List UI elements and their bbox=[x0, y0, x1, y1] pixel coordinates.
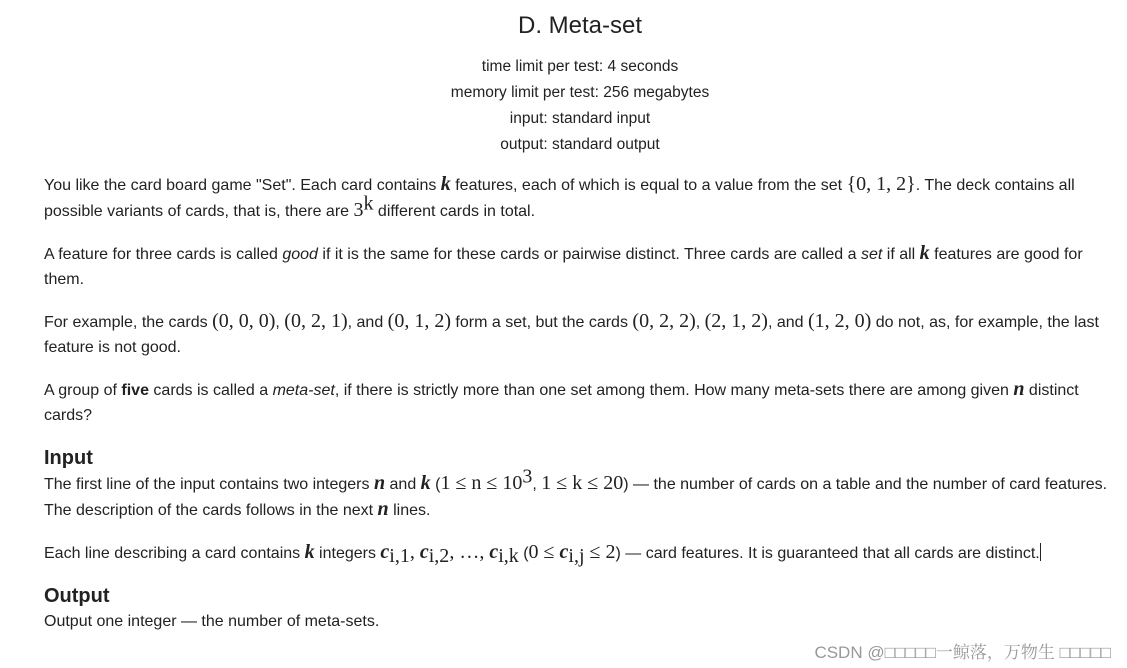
math-expression: , …, bbox=[449, 541, 490, 563]
math-expression: n bbox=[377, 498, 389, 520]
text-segment: form a set, but the cards bbox=[450, 314, 633, 331]
text-segment: ) — the number of cards on a table and the number of card features. The description of the cards follows in the next bbox=[44, 476, 1108, 519]
paragraph bbox=[44, 172, 1114, 224]
math-expression: c bbox=[419, 541, 429, 563]
memory-limit: memory limit per test: 256 megabytes bbox=[450, 84, 710, 101]
text-cursor bbox=[1040, 543, 1041, 561]
input-section bbox=[44, 465, 1114, 568]
time-limit: time limit per test: 4 seconds bbox=[481, 58, 679, 75]
text-segment: You like the card board game "Set". Each card contains bbox=[44, 177, 441, 194]
text-segment: Output one integer — the number of meta-sets. bbox=[44, 613, 380, 630]
text-segment: lines. bbox=[388, 502, 431, 519]
text-segment: , bbox=[695, 314, 705, 331]
math-expression: i,2 bbox=[428, 545, 450, 568]
math-expression: i,j bbox=[568, 545, 585, 568]
paragraph bbox=[44, 609, 1114, 634]
text-segment: , and bbox=[347, 314, 388, 331]
paragraph bbox=[44, 465, 1114, 523]
problem-statement bbox=[44, 172, 1114, 651]
paragraph bbox=[44, 377, 1114, 428]
text-segment: The first line of the input contains two integers bbox=[44, 476, 374, 493]
math-expression: (0, 0, 0) bbox=[212, 310, 276, 332]
text-segment: distinct cards? bbox=[44, 382, 1079, 424]
output-spec: output: standard output bbox=[500, 136, 660, 153]
text-segment: set bbox=[860, 246, 883, 263]
text-segment: , bbox=[275, 314, 285, 331]
text-segment: , and bbox=[767, 314, 808, 331]
text-segment: ( bbox=[430, 476, 441, 493]
problem-title: D. Meta-set bbox=[517, 12, 643, 39]
text-segment: five bbox=[121, 382, 149, 399]
math-expression: 3 bbox=[522, 465, 533, 488]
math-expression: k bbox=[304, 541, 315, 563]
paragraph bbox=[44, 309, 1114, 360]
input-heading: Input bbox=[44, 447, 93, 469]
text-segment: good bbox=[282, 246, 318, 263]
text-segment: if it is the same for these cards or pairwise distinct. Three cards are called a bbox=[317, 246, 861, 263]
text-segment: , bbox=[532, 476, 542, 493]
output-heading: Output bbox=[44, 585, 110, 607]
text-segment: cards is called a bbox=[148, 382, 273, 399]
math-expression: c bbox=[380, 541, 390, 563]
math-expression: (2, 1, 2) bbox=[704, 310, 768, 332]
math-expression: ≤ 2 bbox=[584, 541, 616, 563]
text-segment: Each line describing a card contains bbox=[44, 545, 305, 562]
math-expression: i,k bbox=[498, 545, 519, 568]
text-segment: ) — card features. It is guaranteed that all cards are distinct. bbox=[615, 545, 1040, 562]
math-expression: 0 ≤ bbox=[528, 541, 560, 563]
text-segment: if all bbox=[882, 246, 920, 263]
math-expression: k bbox=[420, 472, 431, 494]
text-segment: A group of bbox=[44, 382, 122, 399]
text-segment: meta-set bbox=[272, 382, 335, 399]
math-expression: n bbox=[373, 472, 386, 494]
math-expression: 3 bbox=[353, 199, 364, 221]
text-segment: and bbox=[385, 476, 421, 493]
paragraph bbox=[44, 241, 1114, 292]
math-expression: 1 ≤ k ≤ 20 bbox=[541, 472, 624, 494]
input-spec: input: standard input bbox=[509, 110, 651, 127]
math-expression: c bbox=[489, 541, 499, 563]
math-expression: i,1 bbox=[389, 545, 410, 568]
text-segment: features are good for them. bbox=[44, 246, 1083, 288]
math-expression: n bbox=[1013, 378, 1025, 400]
math-expression: c bbox=[559, 541, 569, 563]
math-expression: (0, 1, 2) bbox=[387, 310, 451, 332]
math-expression: (0, 2, 1) bbox=[284, 310, 348, 332]
text-segment: different cards in total. bbox=[373, 203, 536, 220]
text-segment: A feature for three cards is called bbox=[44, 246, 283, 263]
text-segment: For example, the cards bbox=[44, 314, 213, 331]
legend-section bbox=[44, 172, 1114, 428]
text-segment: integers bbox=[314, 545, 381, 562]
text-segment: do not, as, for example, the last feature is not good. bbox=[44, 314, 1099, 356]
text-segment: features, each of which is equal to a value from the set bbox=[450, 177, 847, 194]
math-expression: (0, 2, 2) bbox=[632, 310, 696, 332]
text-segment: . The deck contains all possible variants of cards, that is, there are bbox=[44, 177, 1075, 220]
text-segment: , if there is strictly more than one set among them. How many meta-sets there are among given bbox=[334, 382, 1014, 399]
output-section bbox=[44, 609, 1114, 634]
math-expression: {0, 1, 2} bbox=[846, 173, 916, 195]
math-expression: k bbox=[919, 242, 930, 264]
math-expression: , bbox=[409, 541, 420, 563]
math-expression: 1 ≤ n ≤ 10 bbox=[440, 472, 523, 494]
text-segment: ( bbox=[518, 545, 529, 562]
math-expression: k bbox=[363, 192, 374, 215]
math-expression: k bbox=[440, 173, 451, 195]
paragraph bbox=[44, 540, 1114, 566]
watermark: CSDN @□□□□□一鲸落，万物生 □□□□□ bbox=[814, 643, 1111, 662]
math-expression: (1, 2, 0) bbox=[807, 310, 872, 332]
